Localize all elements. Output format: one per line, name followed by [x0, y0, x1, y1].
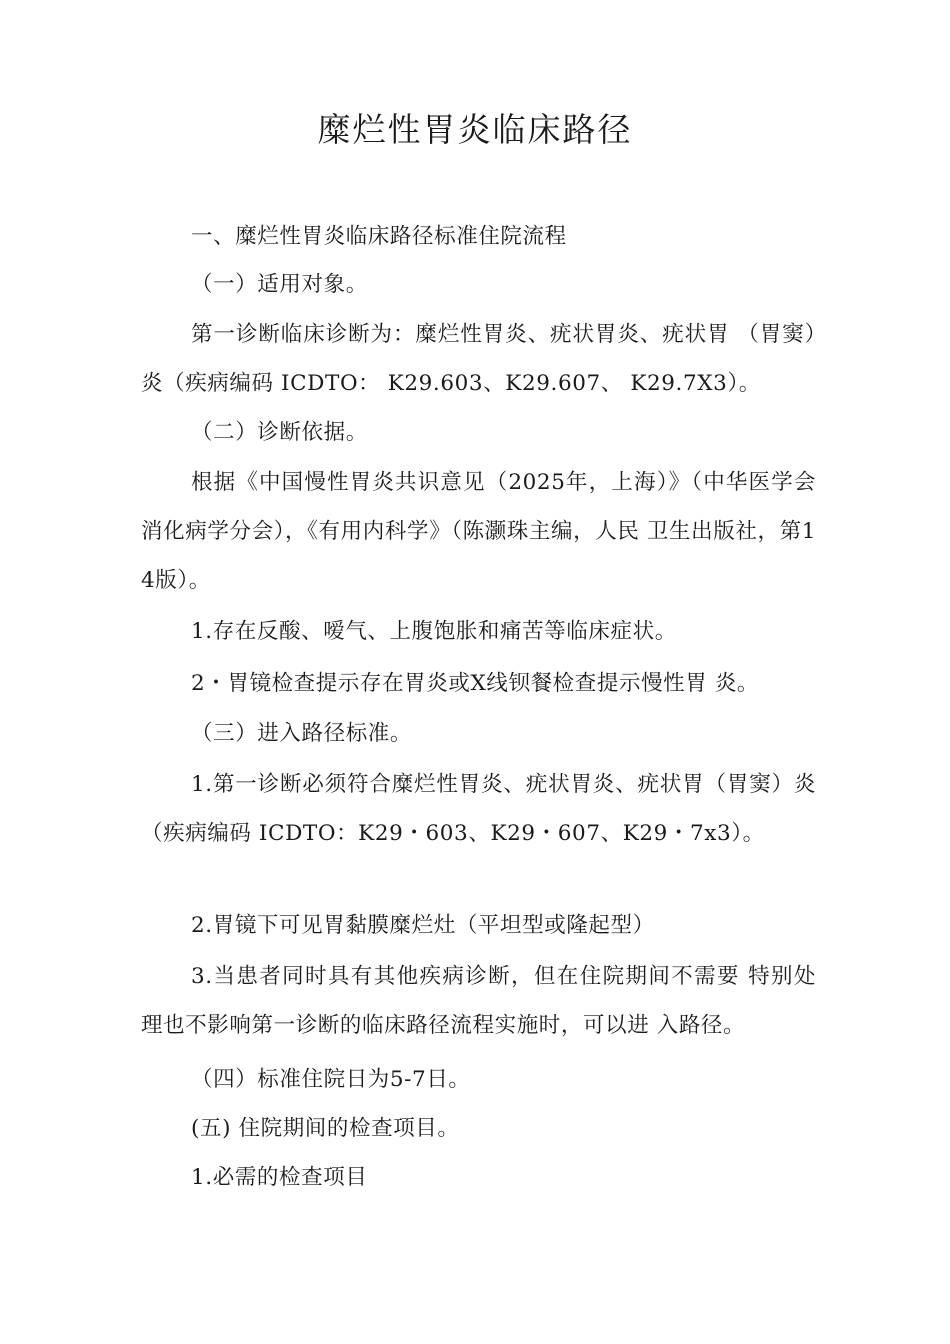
list-item-symptoms: 1.存在反酸、嗳气、上腹饱胀和痛苦等临床症状。: [191, 619, 677, 644]
list-item-entry-2: 2.胃镜下可见胃黏膜糜烂灶（平坦型或隆起型）: [191, 913, 655, 938]
subsection-heading-exams: (五) 住院期间的检查项目。: [191, 1116, 460, 1141]
list-item-entry-1: 1.第一诊断必须符合糜烂性胃炎、疣状胃炎、疣状胃（胃窦）炎（疾病编码 ICDTO：K29・603、K29・607、K29・7x3）。: [141, 772, 816, 846]
document-title: 糜烂性胃炎临床路径: [317, 110, 633, 149]
section-heading-1: 一、糜烂性胃炎临床路径标准住院流程: [191, 224, 567, 249]
subsection-heading-basis: （二）诊断依据。: [191, 420, 368, 445]
list-item-required-exams: 1.必需的检查项目: [191, 1165, 368, 1190]
subsection-heading-stay: （四）标准住院日为5-7日。: [191, 1067, 471, 1092]
paragraph-basis: 根据《中国慢性胃炎共识意见（2025年，上海）》（中华医学会消化病学分会），《有用内科学》（陈灏珠主编，人民 卫生出版社，第14版）。: [141, 470, 816, 593]
subsection-heading-entry: （三）进入路径标准。: [191, 721, 413, 746]
list-item-entry-3: 3.当患者同时具有其他疾病诊断，但在住院期间不需要 特别处理也不影响第一诊断的临床路径流程实施时，可以进 入路径。: [141, 964, 816, 1038]
list-item-gastroscopy: 2・胃镜检查提示存在胃炎或X线钡餐检查提示慢性胃 炎。: [191, 671, 760, 696]
paragraph-diagnosis: 第一诊断临床诊断为：糜烂性胃炎、疣状胃炎、疣状胃 （胃窦）炎（疾病编码 ICDTO： K29.603、K29.607、 K29.7X3）。: [141, 322, 816, 396]
subsection-heading-scope: （一）适用对象。: [191, 272, 368, 297]
